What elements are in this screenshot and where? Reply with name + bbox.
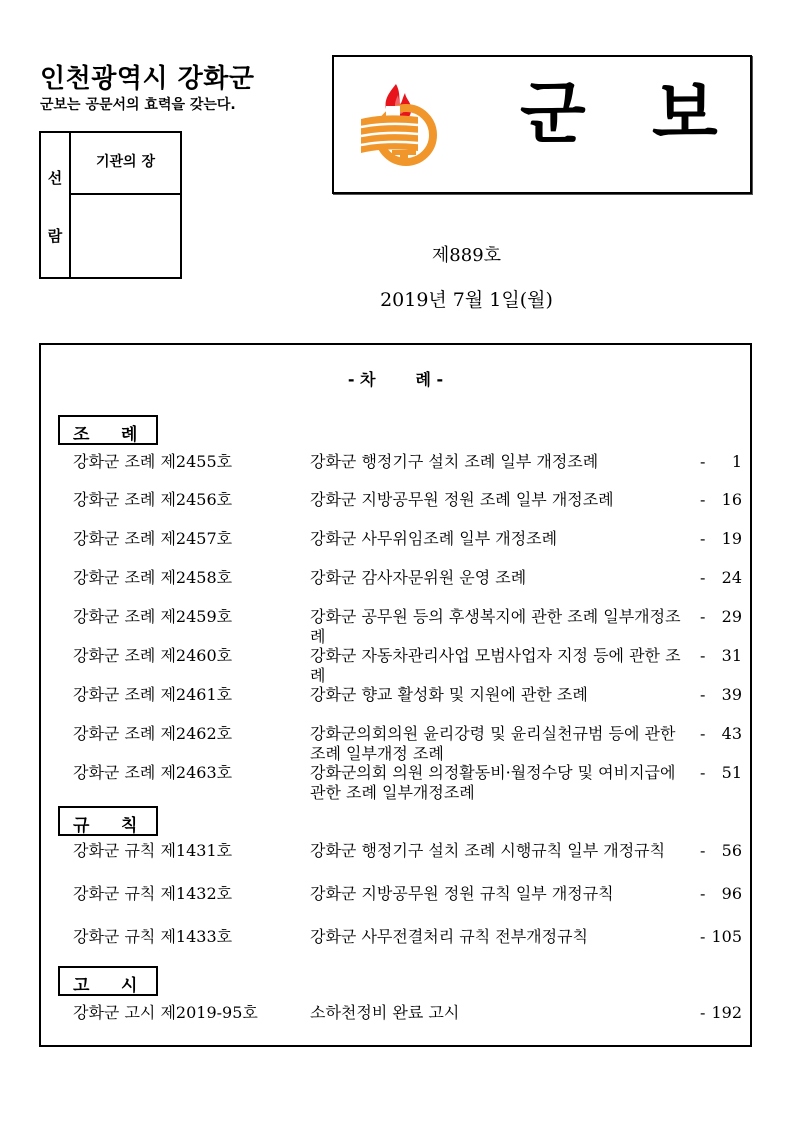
masthead-title-gun: 군 [520, 75, 586, 154]
toc-row-page: 1 [731, 452, 742, 471]
org-title: 인천광역시 강화군 [40, 64, 255, 94]
approval-side-label-top: 선 [47, 169, 63, 187]
toc-row-page: 43 [721, 724, 742, 743]
ganghwa-county-logo-icon [356, 79, 446, 171]
toc-row-page: 16 [721, 490, 742, 509]
toc-row-title: 강화군 지방공무원 정원 규칙 일부 개정규칙 [310, 884, 614, 903]
toc-row-title: 강화군 사무전결처리 규칙 전부개정규칙 [310, 927, 589, 946]
toc-row-number: 강화군 조례 제2461호 [73, 685, 233, 704]
toc-row-number: 강화군 조례 제2463호 [73, 763, 233, 782]
toc-row-page: 96 [721, 884, 742, 903]
toc-row-number: 강화군 조례 제2460호 [73, 646, 233, 665]
section-header-ordinance: 조 례 [58, 415, 158, 445]
toc-row-title: 강화군 지방공무원 정원 조례 일부 개정조례 [310, 490, 614, 509]
toc-row-number: 강화군 규칙 제1432호 [73, 884, 233, 903]
toc-row-title: 강화군 공무원 등의 후생복지에 관한 조례 일부개정조례 [310, 607, 681, 646]
toc-row-number: 강화군 규칙 제1431호 [73, 841, 233, 860]
toc-row-title: 소하천정비 완료 고시 [310, 1003, 460, 1022]
org-subtitle: 군보는 공문서의 효력을 갖는다. [40, 97, 236, 113]
toc-row-number: 강화군 고시 제2019-95호 [73, 1003, 258, 1022]
toc-row-title: 강화군 감사자문위원 운영 조례 [310, 568, 527, 587]
toc-row-title: 강화군 사무위임조례 일부 개정조례 [310, 529, 558, 548]
toc-row-title: 강화군 행정기구 설치 조례 시행규칙 일부 개정규칙 [310, 841, 666, 860]
section-header-rule: 규 칙 [58, 806, 158, 836]
toc-title [41, 367, 750, 390]
approval-header-cell: 기관의 장 [71, 133, 180, 195]
toc-row-number: 강화군 조례 제2457호 [73, 529, 233, 548]
toc-row-number: 강화군 조례 제2455호 [73, 452, 233, 471]
toc-row-number: 강화군 규칙 제1433호 [73, 927, 233, 946]
section-header-notice: 고 시 [58, 966, 158, 996]
toc-title-left: - 차 [347, 370, 376, 389]
issue-date: 2019년 7월 1일(월) [380, 289, 553, 311]
toc-row-page: 39 [721, 685, 742, 704]
toc-row-page: 105 [711, 927, 742, 946]
toc-row-title: 강화군의회의원 윤리강령 및 윤리실천규범 등에 관한 조례 일부개정 조례 [310, 724, 676, 763]
issue-number: 제889호 [431, 245, 502, 266]
toc-title-right: 례 - [415, 370, 444, 389]
toc-row-page: 31 [721, 646, 742, 665]
toc-row-page: 19 [721, 529, 742, 548]
toc-row-page: 56 [721, 841, 742, 860]
toc-row-number: 강화군 조례 제2458호 [73, 568, 233, 587]
toc-row-number: 강화군 조례 제2462호 [73, 724, 233, 743]
toc-row-title: 강화군 향교 활성화 및 지원에 관한 조례 [310, 685, 588, 704]
approval-side-label-bottom: 람 [47, 227, 63, 245]
toc-row-page: 24 [721, 568, 742, 587]
toc-row-page: 29 [721, 607, 742, 626]
toc-row-title: 강화군의회 의원 의정활동비·월정수당 및 여비지급에 관한 조례 일부개정조례 [310, 763, 676, 802]
table-of-contents: - 차 례 - 조 례 강화군 조례 제2455호 강화군 행정기구 설치 조례 일부 개정조례 - 1 강화군 조례 제2456호 강화군 지방공무원 정원 조례 일부 개정조례 - 16 강화군 조례 제2457호 강화군 사무위임조례 일부 개정조례 - 19 강화군 조례 제2458호 강화군 감사자문위원 운영 조례 - 24 강화군 조례 제2459호 강화군 공무원 등의 후생복지에 관한 조례 일부개정조례 - 29 강화군 조례 제2460호 강화군 자동차관리사업 모범사업자 지정 등에 관한 조례 - 31 강화군 조례 제2461호 강화군 향교 활성화 및 지원에 관한 조례 - 39 강화군 조례 제2462호 강화군의회의원 윤리강령 및 윤리실천규범 등에 관한 조례 일부개정 조례 - 43 강화군 조례 제2463호 강화군의회 의원 의정활동비·월정수당 및 여비지급에 관한 조례 일부개정조례 - 51 규 칙 강화군 규칙 제1431호 강화군 행정기구 설치 조례 시행규칙 일부 개정규칙 - 56 강화군 규칙 제1432호 강화군 지방공무원 정원 규칙 일부 개정규칙 - 96 강화군 규칙 제1433호 강화군 사무전결처리 규칙 전부개정규칙 - 105 고 시 강화군 고시 제2019-95호 소하천정비 완료 고시 - 192 [39, 343, 752, 1047]
toc-row-title: 강화군 자동차관리사업 모범사업자 지정 등에 관한 조례 [310, 646, 681, 685]
toc-row-page: 51 [721, 763, 742, 782]
toc-row-number: 강화군 조례 제2459호 [73, 607, 233, 626]
toc-row-number: 강화군 조례 제2456호 [73, 490, 233, 509]
toc-row-title: 강화군 행정기구 설치 조례 일부 개정조례 [310, 452, 599, 471]
masthead-title-bo: 보 [652, 75, 718, 154]
toc-row-page: 192 [711, 1003, 742, 1022]
masthead [332, 55, 752, 194]
